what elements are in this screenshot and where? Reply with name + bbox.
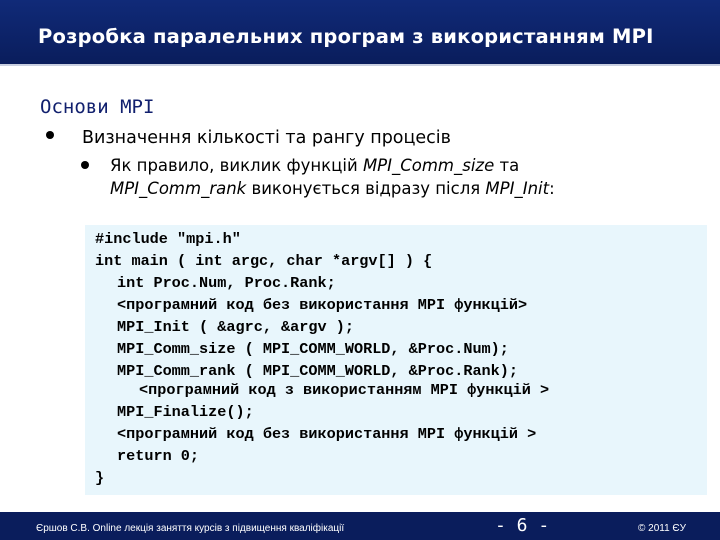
code-line: <програмний код без використання MPI функцій >: [117, 425, 537, 443]
code-line: <програмний код без використання MPI функцій>: [117, 296, 528, 314]
function-name: MPI_Init: [485, 179, 550, 198]
sub-bullet-text: [110, 154, 690, 200]
code-line: }: [95, 469, 105, 487]
footer-copyright: © 2011 ЄУ: [638, 523, 686, 534]
code-line: MPI_Init ( &agrc, &argv );: [117, 318, 354, 336]
section-heading: Основи MPI: [40, 96, 155, 118]
bullet-dot-icon: [46, 131, 54, 139]
slide-title: Розробка паралельних програм з використанням MPI: [38, 25, 654, 48]
bullet-dot-icon: [81, 161, 89, 169]
code-line: MPI_Finalize();: [117, 403, 254, 421]
function-name: MPI_Comm_size: [362, 156, 495, 175]
code-line: MPI_Comm_size ( MPI_COMM_WORLD, &Proc.Num);: [117, 340, 509, 358]
sub-bullet-mid: та: [494, 156, 520, 175]
code-line: #include "mpi.h": [95, 230, 241, 248]
sub-bullet-mid: виконується відразу після: [246, 179, 486, 198]
code-line: MPI_Comm_rank ( MPI_COMM_WORLD, &Proc.Rank);: [117, 362, 519, 380]
bullet-item: Визначення кількості та рангу процесів: [82, 128, 451, 148]
code-line: int main ( int argc, char *argv[] ) {: [95, 252, 433, 270]
sub-bullet-suffix: :: [549, 179, 555, 198]
page-number: - 6 -: [495, 515, 550, 536]
code-line: return 0;: [117, 447, 200, 465]
code-line: int Proc.Num, Proc.Rank;: [117, 274, 336, 292]
function-name: MPI_Comm_rank: [110, 179, 247, 198]
sub-bullet-prefix: Як правило, виклик функцій: [110, 156, 363, 175]
code-line: <програмний код з використанням MPI функцій >: [139, 381, 550, 399]
footer-author: Єршов С.В. Online лекція заняття курсів з підвищення кваліфікації: [36, 523, 345, 534]
